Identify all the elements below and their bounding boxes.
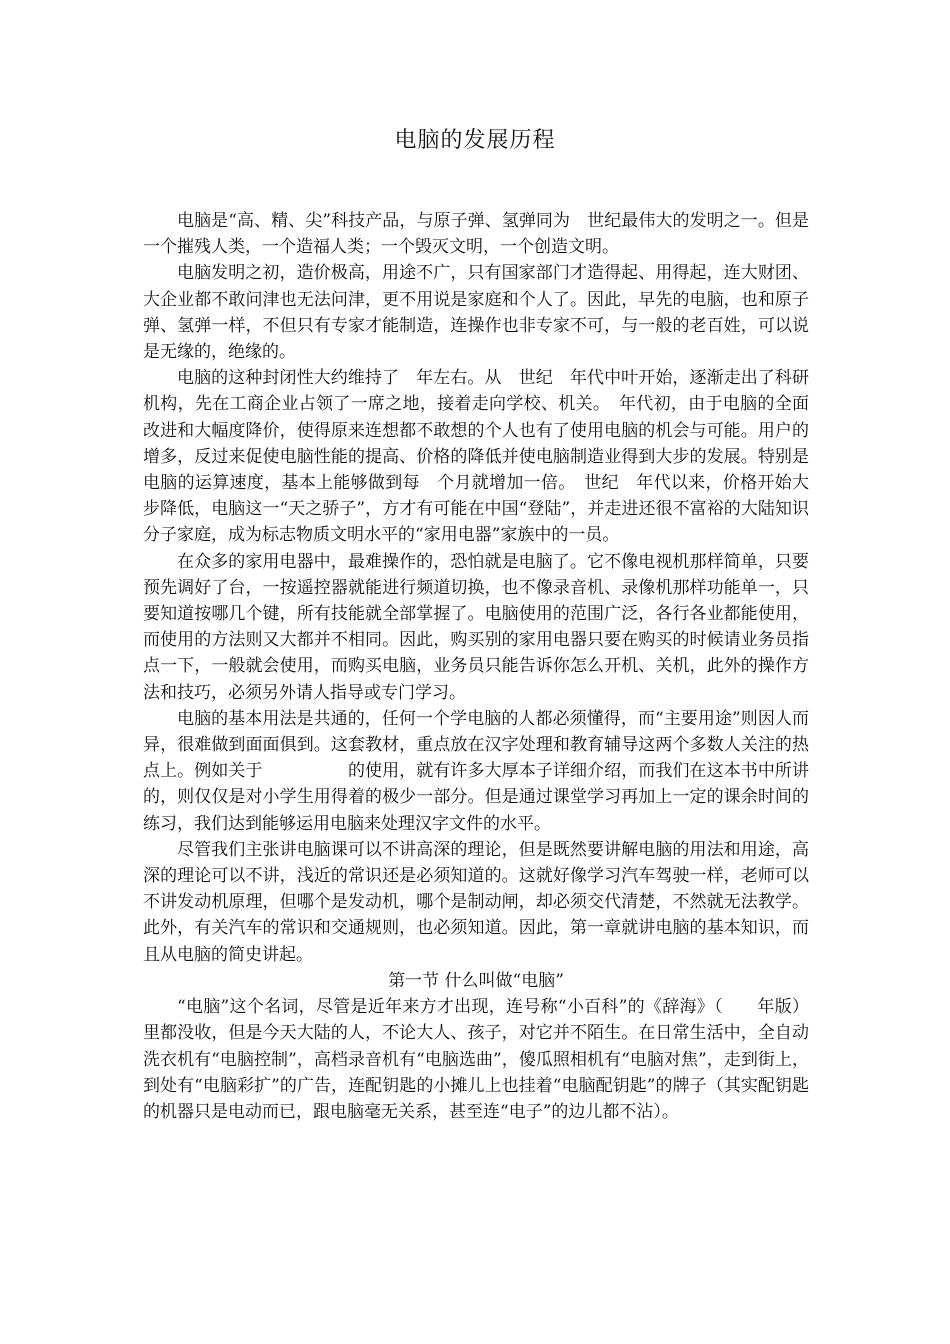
paragraph-household-appliances: 在众多的家用电器中，最难操作的，恐怕就是电脑了。它不像电视机那样简单，只要预先调好了台，一按遥控器就能进行频道切换，也不像录音机、录像机那样功能单一，只要知道按哪几个键，所有技能就全部掌握了。电脑使用的范围广泛，各行各业都能使用，而使用的方法则又大都并不相同。因此，购买别的家用电器只要在购买的时候请业务员指点一下，一般就会使用，而购买电脑，业务员只能告诉你怎么开机、关机，此外的操作方法和技巧，必须另外请人指导或专门学习。 [143, 551, 809, 703]
paragraph-basic-usage: 电脑的基本用法是共通的，任何一个学电脑的人都必须懂得，而“主要用途”则因人而异，很难做到面面俱到。这套教材，重点放在汉字处理和教育辅导这两个多数人关注的热点上。例如关于 的使用，就有许多大厚本子详细介绍，而我们在这本书中所讲的，则仅仅是对小学生用得着的极少一部分。但是通过课堂学习再加上一定的课余时间的练习，我们达到能够运用电脑来处理汉字文件的水平。 [143, 708, 809, 834]
document-body [143, 208, 809, 1125]
section-title: 第一节 什么叫做“电脑” [388, 970, 564, 991]
paragraph-what-is-computer: “电脑”这个名词，尽管是近年来方才出现，连号称“小百科”的《辞海》（ 年版）里都没收，但是今天大陆的人，不论大人、孩子，对它并不陌生。在日常生活中，全自动洗衣机有“电脑控制”，高档录音机有“电脑选曲”，傻瓜照相机有“电脑对焦”，走到街上，到处有“电脑彩扩”的广告，连配钥匙的小摊儿上也挂着“电脑配钥匙”的牌子（其实配钥匙的机器只是电动而已，跟电脑毫无关系，甚至连“电子”的边儿都不沾）。 [143, 997, 809, 1122]
paragraph-development: 电脑的这种封闭性大约维持了 年左右。从 世纪 年代中叶开始，逐渐走出了科研机构，先在工商企业占领了一席之地，接着走向学校、机关。 年代初，由于电脑的全面改进和大幅度降价，使得原来连想都不敢想的个人也有了使用电脑的机会与可能。用户的增多，反过来促使电脑性能的提高、价格的降低并使电脑制造业得到大步的发展。特别是电脑的运算速度，基本上能够做到每 个月就增加一倍。 世纪 年代以来，价格开始大步降低，电脑这一“天之骄子”，方才有可能在中国“登陆”，并走进还很不富裕的大陆知识分子家庭，成为标志物质文明水平的“家用电器”家族中的一员。 [143, 368, 809, 546]
paragraph-intro: 电脑是“高、精、尖”科技产品，与原子弹、氢弹同为 世纪最伟大的发明之一。但是一个摧残人类，一个造福人类；一个毁灭文明，一个创造文明。 [143, 211, 809, 258]
document-title: 电脑的发展历程 [394, 128, 556, 153]
paragraph-theory: 尽管我们主张讲电脑课可以不讲高深的理论，但是既然要讲解电脑的用法和用途，高深的理论可以不讲，浅近的常识还是必须知道的。这就好像学习汽车驾驶一样，老师可以不讲发动机原理，但哪个是发动机，哪个是制动闸，却必须交代清楚，不然就无法教学。此外，有关汽车的常识和交通规则，也必须知道。因此，第一章就讲电脑的基本知识，而且从电脑的简史讲起。 [143, 839, 809, 965]
paragraph-early-computers: 电脑发明之初，造价极高，用途不广，只有国家部门才造得起、用得起，连大财团、大企业都不敢问津也无法问津，更不用说是家庭和个人了。因此，早先的电脑，也和原子弹、氢弹一样，不但只有专家才能制造，连操作也非专家不可，与一般的老百姓，可以说是无缘的，绝缘的。 [143, 263, 809, 363]
